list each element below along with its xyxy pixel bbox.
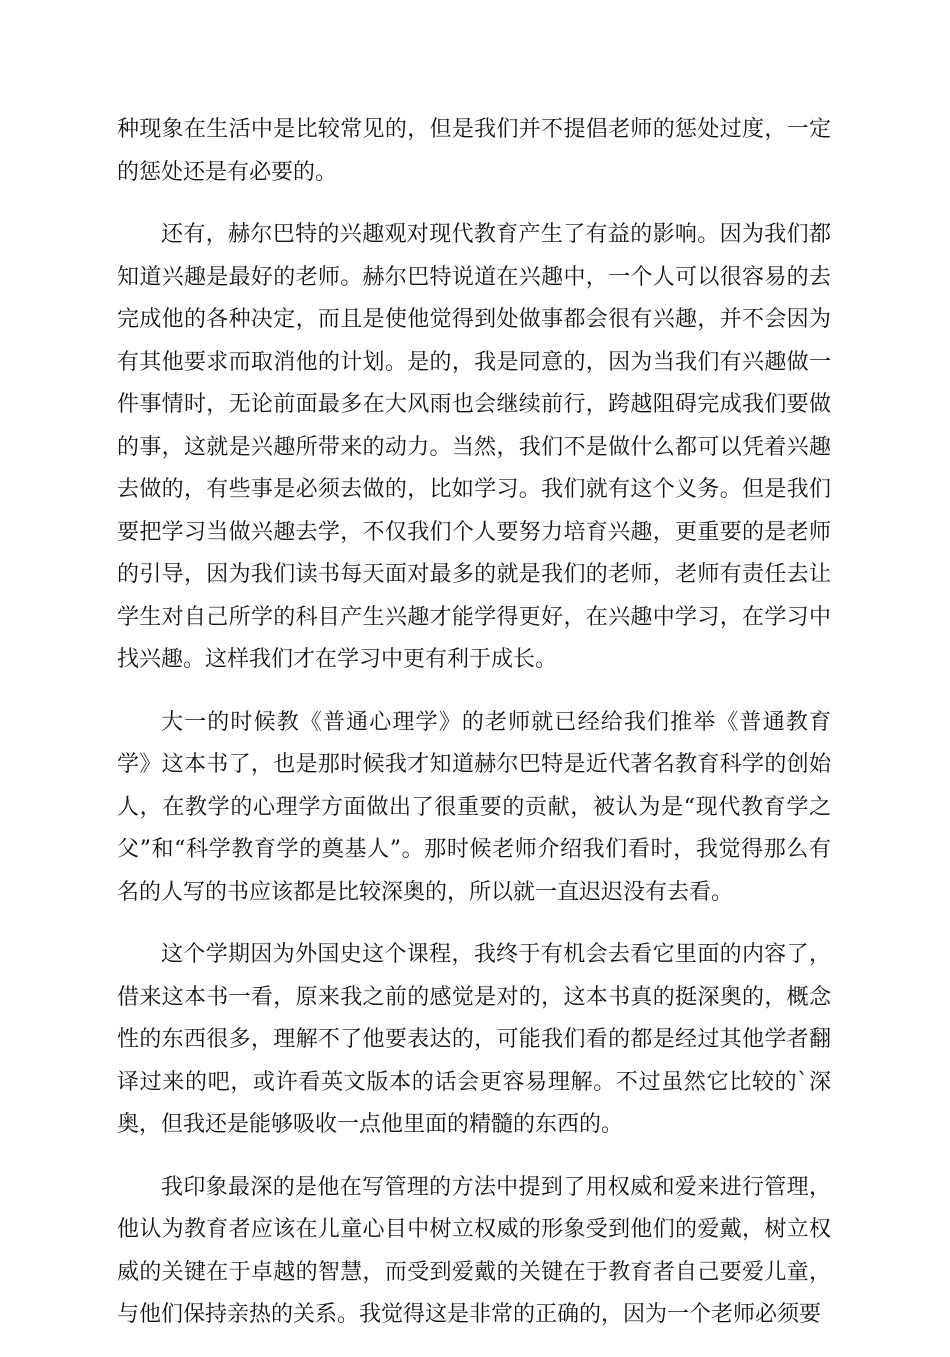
paragraph-1: 种现象在生活中是比较常见的，但是我们并不提倡老师的惩处过度，一定的惩处还是有必要的。 bbox=[117, 117, 831, 185]
document-body bbox=[117, 109, 831, 1357]
paragraph-3: 大一的时候教《普通心理学》的老师就已经给我们推举《普通教育学》这本书了，也是那时候我才知道赫尔巴特是近代著名教育科学的创始人，在教学的心理学方面做出了很重要的贡献，被认为是“现代教育学之父”和“科学教育学的奠基人”。那时候老师介绍我们看时，我觉得那么有名的人写的书应该都是比较深奥的，所以就一直迟迟没有去看。 bbox=[117, 709, 831, 905]
paragraph-4: 这个学期因为外国史这个课程，我终于有机会去看它里面的内容了，借来这本书一看，原来我之前的感觉是对的，这本书真的挺深奥的，概念性的东西很多，理解不了他要表达的，可能我们看的都是经过其他学者翻译过来的吧，或许看英文版本的话会更容易理解。不过虽然它比较的`深奥，但我还是能够吸收一点他里面的精髓的东西的。 bbox=[117, 942, 831, 1137]
paragraph-2: 还有，赫尔巴特的兴趣观对现代教育产生了有益的影响。因为我们都知道兴趣是最好的老师。赫尔巴特说道在兴趣中，一个人可以很容易的去完成他的各种决定，而且是使他觉得到处做事都会很有兴趣，并不会因为有其他要求而取消他的计划。是的，我是同意的，因为当我们有兴趣做一件事情时，无论前面最多在大风雨也会继续前行，跨越阻碍完成我们要做的事，这就是兴趣所带来的动力。当然，我们不是做什么都可以凭着兴趣去做的，有些事是必须去做的，比如学习。我们就有这个义务。但是我们要把学习当做兴趣去学，不仅我们个人要努力培育兴趣，更重要的是老师的引导，因为我们读书每天面对最多的就是我们的老师，老师有责任去让学生对自己所学的科目产生兴趣才能学得更好，在兴趣中学习，在学习中找兴趣。这样我们才在学习中更有利于成长。 bbox=[117, 222, 831, 672]
paragraph-5: 我印象最深的是他在写管理的方法中提到了用权威和爱来进行管理，他认为教育者应该在儿童心目中树立权威的形象受到他们的爱戴，树立权威的关键在于卓越的智慧，而受到爱戴的关键在于教育者自己要爱儿童，与他们保持亲热的关系。我觉得这是非常的正确的，因为一个老师必须要 bbox=[117, 1174, 831, 1327]
